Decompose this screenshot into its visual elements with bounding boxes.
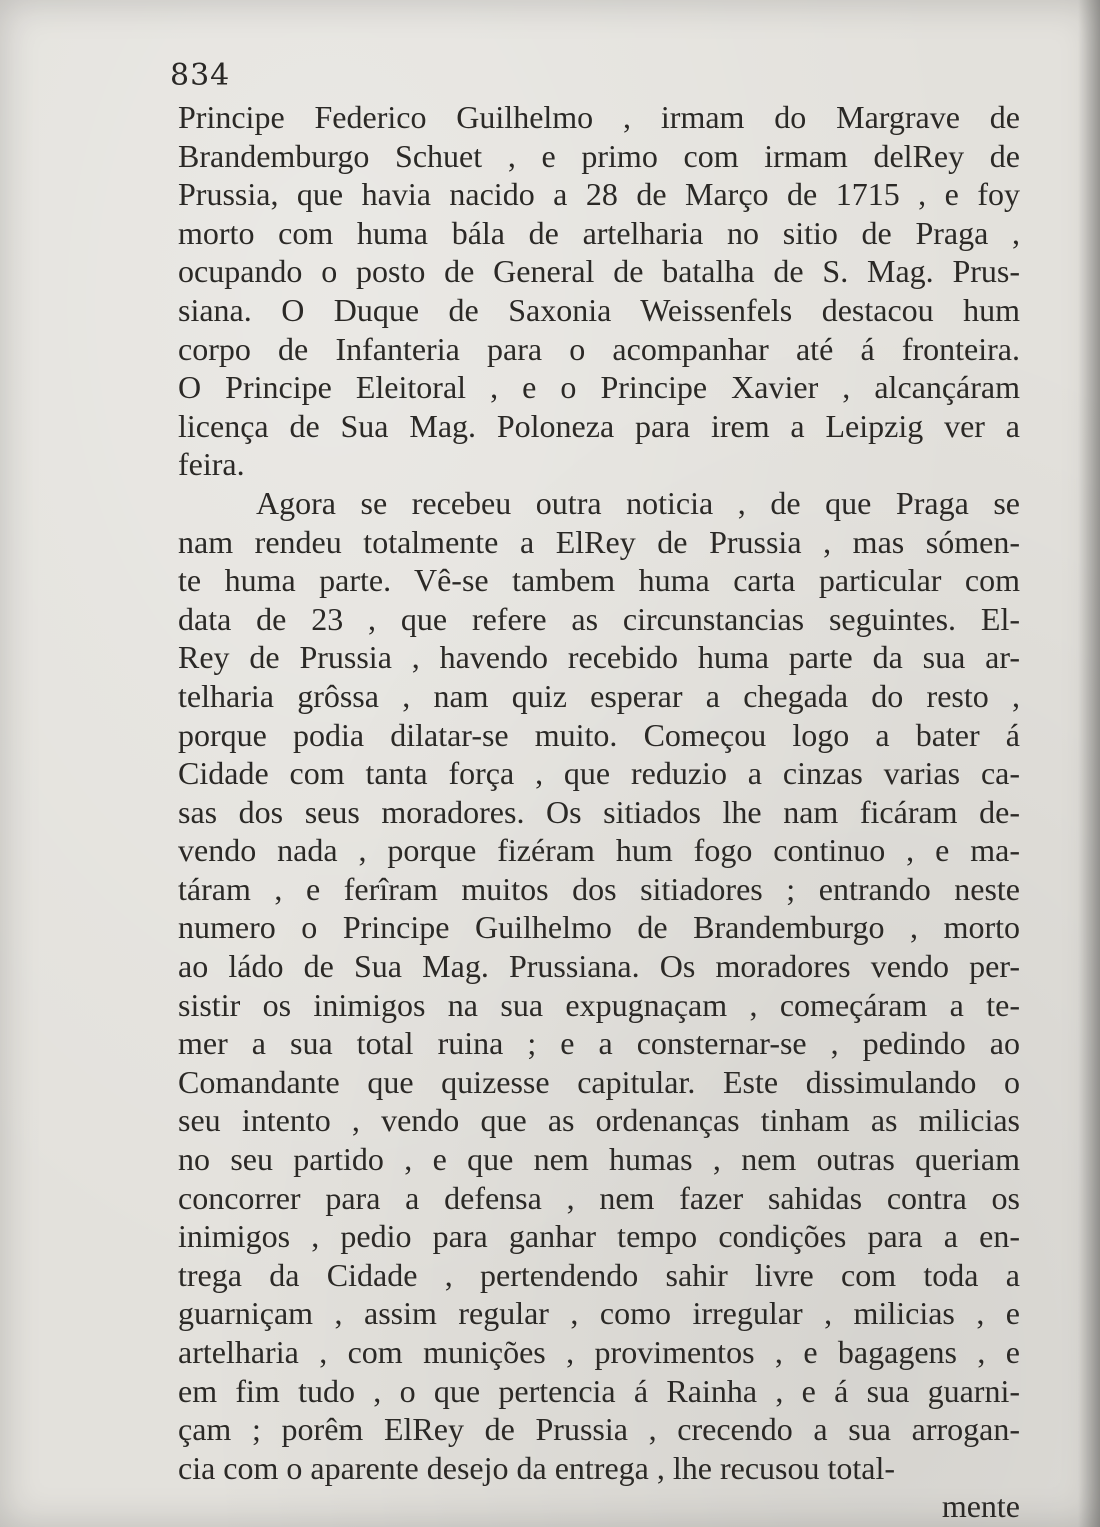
text-line: vendo nada , porque fizéram hum fogo continuo , e ma-	[178, 832, 1020, 869]
text-line: guarniçam , assim regular , como irregular , milicias , e	[178, 1295, 1020, 1332]
text-line: sas dos seus moradores. Os sitiados lhe nam ficáram de-	[178, 793, 1020, 830]
text-line: morto com huma bála de artelharia no sitio de Praga ,	[178, 214, 1020, 251]
text-line: inimigos , pedio para ganhar tempo condições para a en-	[178, 1218, 1020, 1255]
text-line: te huma parte. Vê-se tambem huma carta particular com	[178, 562, 1020, 599]
text-line: corpo de Infanteria para o acompanhar até á fronteira.	[178, 330, 1020, 367]
text-line: porque podia dilatar-se muito. Começou logo a bater á	[178, 716, 1020, 753]
text-line: Principe Federico Guilhelmo , irmam do Margrave de	[178, 99, 1020, 135]
text-line: mer a sua total ruina ; e a consternar-se , pedindo ao	[178, 1025, 1020, 1062]
text-line: no seu partido , e que nem humas , nem outras queriam	[178, 1141, 1020, 1178]
text-line: data de 23 , que refere as circunstancias seguintes. El-	[178, 600, 1020, 637]
binding-shadow	[1078, 0, 1100, 1527]
text-line: siana. O Duque de Saxonia Weissenfels destacou hum	[178, 291, 1020, 328]
text-line: artelharia , com munições , provimentos , e bagagens , e	[178, 1334, 1020, 1370]
catchword: mente	[941, 1488, 1020, 1525]
body-text	[178, 98, 1020, 1526]
text-line: táram , e ferîram muitos dos sitiadores ; entrando neste	[178, 870, 1020, 907]
text-line: nam rendeu totalmente a ElRey de Prussia , mas sómen-	[178, 523, 1020, 560]
text-line: Agora se recebeu outra noticia , de que Praga se	[256, 484, 1020, 521]
text-line: Prussia, que havia nacido a 28 de Março de 1715 , e foy	[178, 176, 1020, 213]
text-line: em fim tudo , o que pertencia á Rainha , e á sua guarni-	[178, 1372, 1020, 1409]
text-line: cia com o aparente desejo da entrega , lhe recusou total-	[178, 1449, 895, 1486]
text-line: trega da Cidade , pertendendo sahir livre com toda a	[178, 1256, 1020, 1293]
text-line: telharia grôssa , nam quiz esperar a chegada do resto ,	[178, 677, 1020, 714]
text-line: ocupando o posto de General de batalha de S. Mag. Prus-	[178, 253, 1020, 290]
page-number: 834	[170, 58, 231, 93]
text-line: Comandante que quizesse capitular. Este dissimulando o	[178, 1063, 1020, 1100]
text-line: feira.	[178, 446, 245, 483]
text-line: seu intento , vendo que as ordenanças tinham as milicias	[178, 1102, 1020, 1139]
text-line: Rey de Prussia , havendo recebido huma parte da sua ar-	[178, 639, 1020, 676]
text-line: ao ládo de Sua Mag. Prussiana. Os moradores vendo per-	[178, 948, 1020, 985]
text-line: sistir os inimigos na sua expugnaçam , começáram a te-	[178, 986, 1020, 1023]
text-line: licença de Sua Mag. Poloneza para irem a Leipzig ver a	[178, 407, 1020, 444]
text-line: numero o Principe Guilhelmo de Brandemburgo , morto	[178, 909, 1020, 946]
text-line: concorrer para a defensa , nem fazer sahidas contra os	[178, 1179, 1020, 1216]
text-line: O Principe Eleitoral , e o Principe Xavier , alcançáram	[178, 369, 1020, 406]
text-line: çam ; porêm ElRey de Prussia , crecendo a sua arrogan-	[178, 1411, 1020, 1448]
text-line: Brandemburgo Schuet , e primo com irmam delRey de	[178, 137, 1020, 174]
text-line: Cidade com tanta força , que reduzio a cinzas varias ca-	[178, 755, 1020, 792]
